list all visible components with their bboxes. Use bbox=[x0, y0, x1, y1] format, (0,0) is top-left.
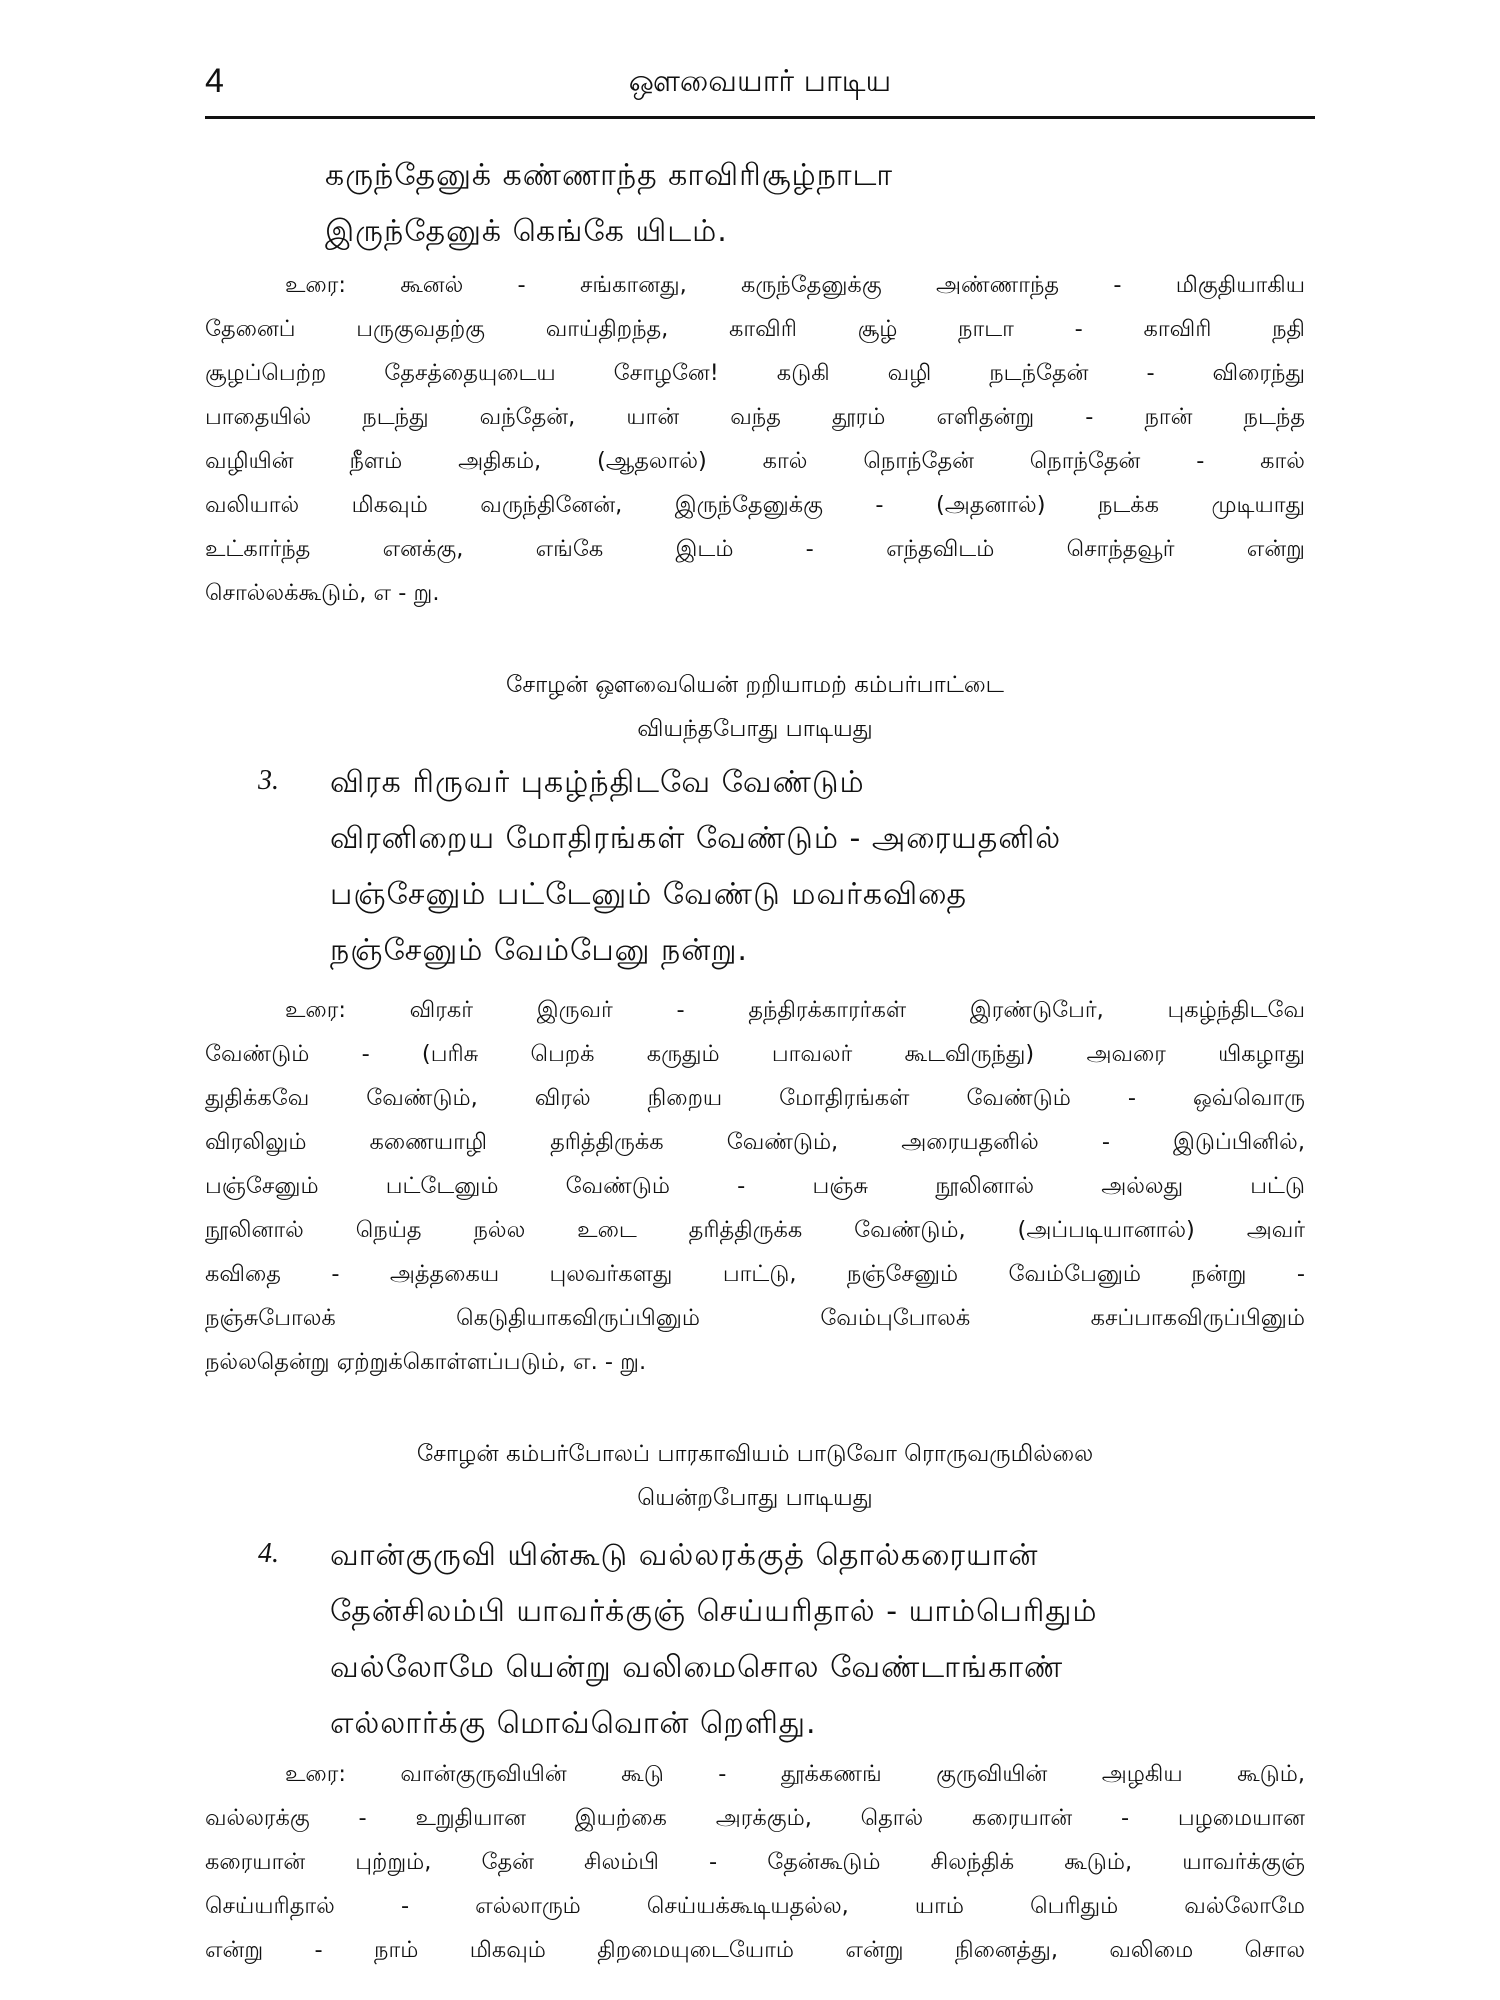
verse-line: வான்குருவி யின்கூடு வல்லரக்குத் தொல்கரையான் bbox=[330, 1538, 1039, 1573]
verse-3 bbox=[330, 755, 1061, 979]
verse-line: இருந்தேனுக் கெங்கே யிடம். bbox=[325, 214, 728, 249]
section-heading-3 bbox=[205, 663, 1305, 751]
heading-line: யென்றபோது பாடியது bbox=[637, 1485, 873, 1511]
heading-line: சோழன் ஔவையென் றறியாமற் கம்பர்பாட்டை bbox=[506, 672, 1004, 698]
heading-line: சோழன் கம்பர்போலப் பாரகாவியம் பாடுவோ ரொருவருமில்லை bbox=[416, 1441, 1094, 1467]
commentary-4 bbox=[205, 1752, 1305, 1972]
commentary-line: கரையான் புற்றும், தேன் சிலம்பி - தேன்கூடும் சிலந்திக் கூடும், யாவர்க்குஞ் bbox=[205, 1849, 1305, 1875]
commentary-line: சூழப்பெற்ற தேசத்தையுடைய சோழனே! கடுகி வழி நடந்தேன் - விரைந்து bbox=[205, 360, 1305, 386]
commentary-line: உரை: வான்குருவியின் கூடு - தூக்கணங் குருவியின் அழகிய கூடும், bbox=[285, 1761, 1305, 1787]
commentary-line: நூலினால் நெய்த நல்ல உடை தரித்திருக்க வேண்டும், (அப்படியானால்) அவர் bbox=[205, 1217, 1305, 1243]
header-rule bbox=[205, 116, 1315, 119]
commentary-line: பாதையில் நடந்து வந்தேன், யான் வந்த தூரம் எளிதன்று - நான் நடந்த bbox=[205, 404, 1305, 430]
commentary-2 bbox=[205, 263, 1305, 615]
commentary-line: துதிக்கவே வேண்டும், விரல் நிறைய மோதிரங்கள் வேண்டும் - ஒவ்வொரு bbox=[205, 1085, 1305, 1111]
verse-line: வல்லோமே யென்று வலிமைசொல வேண்டாங்காண் bbox=[330, 1650, 1064, 1685]
commentary-line: என்று - நாம் மிகவும் திறமையுடையோம் என்று நினைத்து, வலிமை சொல bbox=[205, 1937, 1305, 1963]
commentary-line: வேண்டும் - (பரிசு பெறக் கருதும் பாவலர் கூடவிருந்து) அவரை யிகழாது bbox=[205, 1041, 1305, 1067]
commentary-line: நஞ்சுபோலக் கெடுதியாகவிருப்பினும் வேம்புபோலக் கசப்பாகவிருப்பினும் bbox=[205, 1305, 1305, 1331]
verse-line: விரக ரிருவர் புகழ்ந்திடவே வேண்டும் bbox=[330, 765, 865, 800]
commentary-line: பஞ்சேனும் பட்டேனும் வேண்டும் - பஞ்சு நூலினால் அல்லது பட்டு bbox=[205, 1173, 1305, 1199]
section-heading-4 bbox=[205, 1432, 1305, 1520]
verse-line: தேன்சிலம்பி யாவர்க்குஞ் செய்யரிதால் - யாம்பெரிதும் bbox=[330, 1594, 1098, 1629]
verse-line: நஞ்சேனும் வேம்பேனு நன்று. bbox=[330, 933, 748, 968]
commentary-line: தேனைப் பருகுவதற்கு வாய்திறந்த, காவிரி சூழ் நாடா - காவிரி நதி bbox=[205, 316, 1305, 342]
verse-line: பஞ்சேனும் பட்டேனும் வேண்டு மவர்கவிதை bbox=[330, 877, 968, 912]
page-header bbox=[205, 62, 1315, 112]
verse-number: 4. bbox=[258, 1538, 279, 1569]
verse-4 bbox=[330, 1528, 1098, 1752]
commentary-line: செய்யரிதால் - எல்லாரும் செய்யக்கூடியதல்ல, யாம் பெரிதும் வல்லோமே bbox=[205, 1893, 1305, 1919]
commentary-line: வலியால் மிகவும் வருந்தினேன், இருந்தேனுக்கு - (அதனால்) நடக்க முடியாது bbox=[205, 492, 1305, 518]
commentary-line: நல்லதென்று ஏற்றுக்கொள்ளப்படும், எ. - று. bbox=[205, 1349, 647, 1375]
commentary-line: சொல்லக்கூடும், எ - று. bbox=[205, 580, 440, 606]
heading-line: வியந்தபோது பாடியது bbox=[637, 716, 873, 742]
verse-line: விரனிறைய மோதிரங்கள் வேண்டும் - அரையதனில் bbox=[330, 821, 1062, 856]
commentary-line: வல்லரக்கு - உறுதியான இயற்கை அரக்கும், தொல் கரையான் - பழமையான bbox=[205, 1805, 1305, 1831]
commentary-line: கவிதை - அத்தகைய புலவர்களது பாட்டு, நஞ்சேனும் வேம்பேனும் நன்று - bbox=[205, 1261, 1305, 1287]
verse-line: எல்லார்க்கு மொவ்வொன் றெளிது. bbox=[330, 1706, 817, 1741]
running-title: ஔவையார் பாடிய bbox=[628, 64, 892, 99]
verse-line: கருந்தேனுக் கண்ணாந்த காவிரிசூழ்நாடா bbox=[325, 158, 894, 193]
commentary-line: உட்கார்ந்த எனக்கு, எங்கே இடம் - எந்தவிடம் சொந்தவூர் என்று bbox=[205, 536, 1305, 562]
commentary-line: வழியின் நீளம் அதிகம், (ஆதலால்) கால் நொந்தேன் நொந்தேன் - கால் bbox=[205, 448, 1305, 474]
verse-2-tail bbox=[325, 148, 893, 260]
commentary-line: விரலிலும் கணையாழி தரித்திருக்க வேண்டும், அரையதனில் - இடுப்பினில், bbox=[205, 1129, 1305, 1155]
verse-number: 3. bbox=[258, 765, 279, 796]
commentary-3 bbox=[205, 988, 1305, 1384]
commentary-line: உரை: கூனல் - சங்கானது, கருந்தேனுக்கு அண்ணாந்த - மிகுதியாகிய bbox=[285, 272, 1305, 298]
commentary-line: உரை: விரகர் இருவர் - தந்திரக்காரர்கள் இரண்டுபேர், புகழ்ந்திடவே bbox=[285, 997, 1305, 1023]
page-number: 4 bbox=[205, 62, 224, 100]
